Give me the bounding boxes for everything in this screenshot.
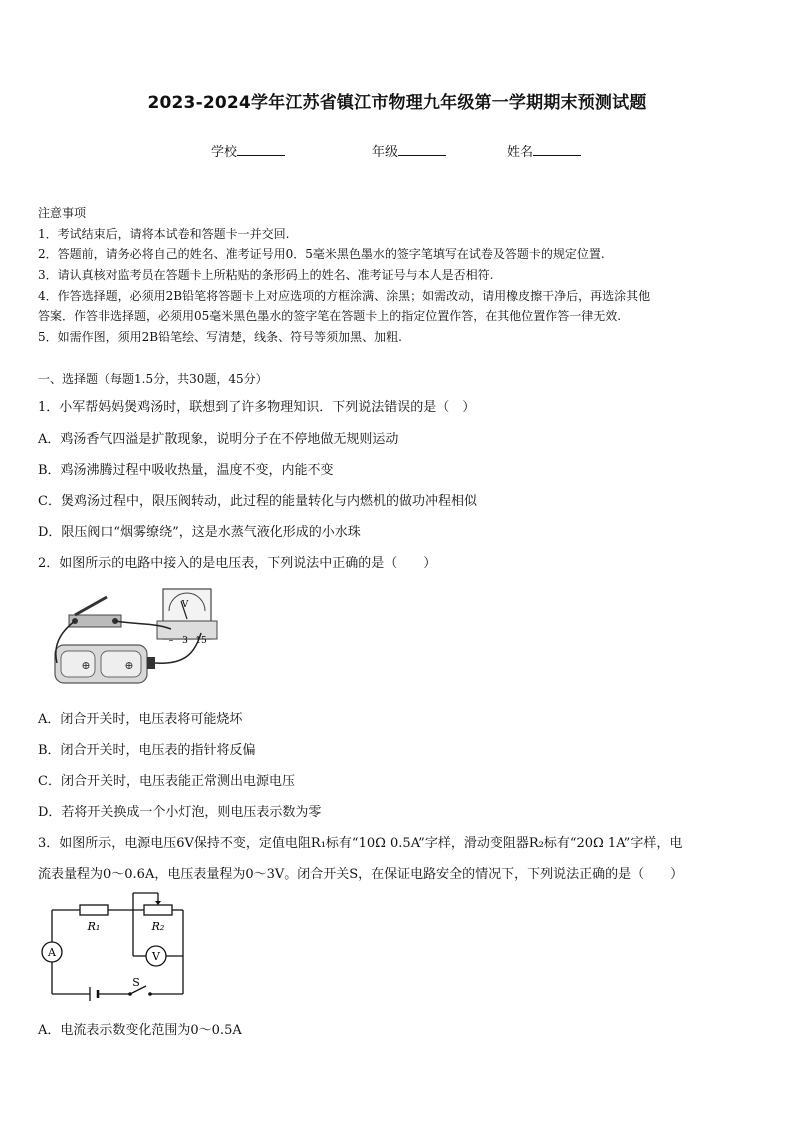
- battery-cell: [101, 651, 141, 677]
- question-1-option-d: D．限压阀口“烟雾缭绕”，这是水蒸气液化形成的小水珠: [38, 525, 361, 540]
- question-2-option-a: A．闭合开关时，电压表将可能烧坏: [38, 712, 243, 727]
- notes-heading: 注意事项: [38, 206, 87, 220]
- note-item: 答案．作答非选择题，必须用05毫米黑色墨水的签字笔在答题卡上的指定位置作答，在其他位置作答一律无效.: [38, 309, 622, 323]
- name-field: [507, 141, 581, 160]
- question-1-option-c: C．煲鸡汤过程中，限压阀转动，此过程的能量转化与内燃机的做功冲程相似: [38, 494, 477, 509]
- school-blank: [237, 143, 285, 156]
- page-title: 2023-2024学年江苏省镇江市物理九年级第一学期期末预测试题: [147, 93, 647, 113]
- rheostat-r2: [144, 905, 172, 915]
- note-item: 3．请认真核对监考员在答题卡上所粘贴的条形码上的姓名、准考证号与本人是否相符.: [38, 268, 494, 282]
- question-2-option-c: C．闭合开关时，电压表能正常测出电源电压: [38, 774, 295, 789]
- voltmeter-circuit-photo: [45, 583, 220, 688]
- question-3-stem-line1: 3．如图所示，电源电压6V保持不变，定值电阻R₁标有“10Ω 0.5A”字样，滑动变阻器R₂标有“20Ω 1A”字样，电: [38, 836, 683, 851]
- question-2-stem: 2．如图所示的电路中接入的是电压表，下列说法中正确的是（ ）: [38, 556, 437, 571]
- note-item: 2．答题前，请务必将自己的姓名、准考证号用0．5毫米黑色墨水的签字笔填写在试卷及答题卡的规定位置.: [38, 247, 605, 261]
- ammeter-label: A: [48, 946, 56, 959]
- question-3-option-a: A．电流表示数变化范围为0～0.5A: [38, 1023, 242, 1038]
- plus-sign-icon: ⊕: [124, 659, 134, 672]
- question-1-stem: 1．小军帮妈妈煲鸡汤时，联想到了许多物理知识．下列说法错误的是（ ）: [38, 400, 476, 415]
- resistor-r1: [80, 905, 108, 915]
- question-3-stem-line2: 流表量程为0～0.6A，电压表量程为0～3V。闭合开关S，在保证电路安全的情况下，下列说法正确的是（ ）: [38, 867, 684, 882]
- voltmeter-symbol: V: [181, 600, 189, 610]
- r2-label: R₂: [151, 920, 165, 933]
- terminal-label: –: [168, 636, 174, 646]
- school-label: 学校: [211, 145, 238, 160]
- grade-label: 年级: [372, 145, 399, 160]
- section-heading: 一、选择题（每题1.5分，共30题，45分）: [38, 372, 268, 386]
- r1-label: R₁: [87, 920, 101, 933]
- switch-contact: [148, 992, 152, 996]
- voltmeter-label: V: [152, 950, 160, 963]
- question-1-option-b: B．鸡汤沸腾过程中吸收热量，温度不变，内能不变: [38, 463, 334, 478]
- plus-sign-icon: ⊕: [81, 659, 91, 672]
- terminal-label: 3: [182, 636, 188, 646]
- terminal-label: 15: [195, 636, 207, 646]
- question-2-option-d: D．若将开关换成一个小灯泡，则电压表示数为零: [38, 805, 322, 820]
- name-blank: [533, 143, 581, 156]
- question-2-option-b: B．闭合开关时，电压表的指针将反偏: [38, 743, 256, 758]
- name-label: 姓名: [507, 145, 534, 160]
- grade-blank: [398, 143, 446, 156]
- switch-label: S: [132, 976, 140, 989]
- series-circuit-diagram: [40, 890, 190, 1002]
- knife-switch-blade: [75, 597, 107, 615]
- battery-terminal: [147, 657, 155, 669]
- note-item: 5．如需作图，须用2B铅笔绘、写清楚，线条、符号等须加黑、加粗.: [38, 330, 402, 344]
- switch-contact: [128, 992, 132, 996]
- grade-field: [372, 141, 446, 160]
- note-item: 1．考试结束后，请将本试卷和答题卡一并交回.: [38, 227, 290, 241]
- question-1-option-a: A．鸡汤香气四溢是扩散现象，说明分子在不停地做无规则运动: [38, 432, 399, 447]
- note-item: 4．作答选择题，必须用2B铅笔将答题卡上对应选项的方框涂满、涂黑；如需改动，请用橡皮擦干净后，再选涂其他: [38, 289, 651, 303]
- school-field: [211, 141, 285, 160]
